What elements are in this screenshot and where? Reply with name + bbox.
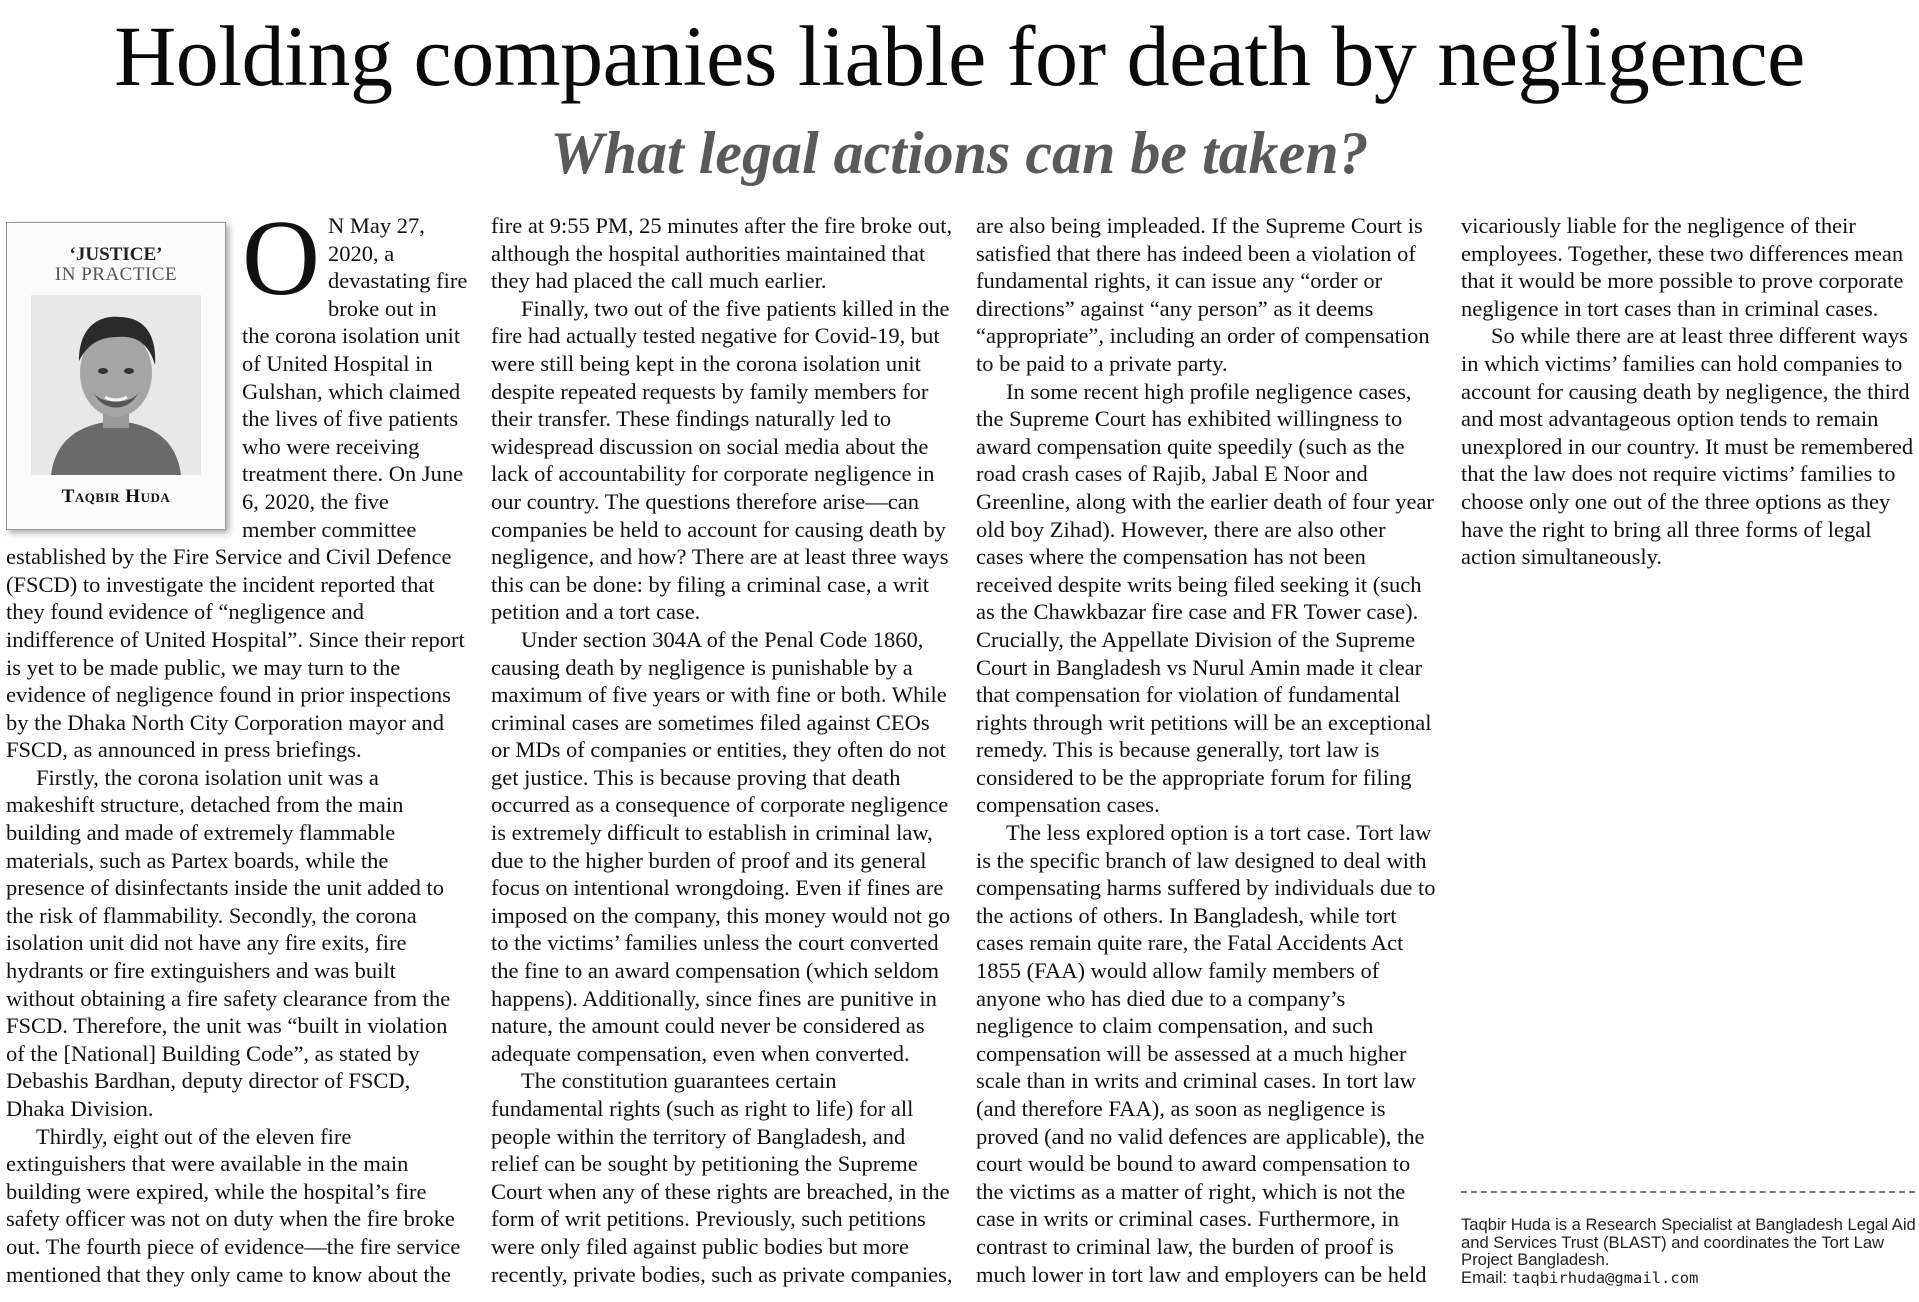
article-paragraph: Finally, two out of the five patients killed in the fire had actually tested negative for Covid-19, but were still being kept in the corona isolation unit despite repeated requests by family members for their transfer. These findings naturally led to widespread discussion on social media about the lack of accountability for corporate negligence in our country. The questions therefore arise—can companies be held to account for causing death by negligence, and how? There are at least three ways this can be done: by filing a criminal case, a writ petition and a tort case.: [491, 295, 950, 625]
dropcap: O: [242, 212, 320, 318]
email-label: Email:: [1461, 1267, 1512, 1287]
article-paragraph: fire at 9:55 PM, 25 minutes after the fire broke out, although the hospital authorities maintained that they had placed the call much earlier.: [491, 213, 953, 294]
article-paragraph: So while there are at least three different ways in which victims’ families can hold companies to account for causing death by negligence, the third and most advantageous option tends to remain unexplored in our country. It must be remembered that the law does not require victims’ families to choose only one out of the three options as they have the right to bring all three forms of legal action simultaneously.: [1461, 323, 1914, 570]
author-box: [6, 222, 226, 530]
article-column-4: [1461, 212, 1919, 1300]
article-column-1: [6, 212, 468, 1300]
author-bio: [1461, 1216, 1916, 1287]
article-paragraph: In some recent high profile negligence cases, the Supreme Court has exhibited willingness to award compensation quite speedily (such as the road crash cases of Rajib, Jabal E Noor and Greenline, along with the earlier death of four year old boy Zihad). However, there are also other cases where the compensation has not been received despite writs being filed seeking it (such as the Chawkbazar fire case and FR Tower case). Crucially, the Appellate Division of the Supreme Court in Bangladesh vs Nurul Amin made it clear that compensation for violation of fundamental rights through writ petitions will be an exceptional remedy. This is because generally, tort law is considered to be the appropriate forum for filing compensation cases.: [976, 378, 1434, 818]
article-paragraph: Thirdly, eight out of the eleven fire extinguishers that were available in the main building were expired, while the hospital’s fire safety officer was not on duty when the fire broke out. The fourth piece of evidence—the fire service mentioned that they only came to know about the: [6, 1123, 461, 1287]
article-paragraph: N May 27, 2020, a devastating fire broke out in the corona isolation unit of United Hospital in Gulshan, which claimed the lives of five patients who were receiving treatment there. On June 6, 2020, the five member committee established by the Fire Service and Civil Defence (FSCD) to investigate the incident reported that they found evidence of “negligence and indifference of United Hospital”. Since their report is yet to be made public, we may turn to the evidence of negligence found in prior inspections by the Dhaka North City Corporation mayor and FSCD, as announced in press briefings.: [6, 213, 468, 763]
headline: Holding companies liable for death by negligence: [114, 8, 1805, 104]
article-paragraph: Firstly, the corona isolation unit was a makeshift structure, detached from the main building and made of extremely flammable materials, such as Partex boards, while the presence of disinfectants inside the unit added to the risk of flammability. Secondly, the corona isolation unit did not have any fire exits, fire hydrants or fire extinguishers and was built without obtaining a fire safety clearance from the FSCD. Therefore, the unit was “built in violation of the [National] Building Code”, as stated by Debashis Bardhan, deputy director of FSCD, Dhaka Division.: [6, 764, 451, 1121]
article-paragraph: The less explored option is a tort case. Tort law is the specific branch of law designed to deal with compensating harms suffered by individuals due to the actions of others. In Bangladesh, while tort cases remain quite rare, the Fatal Accidents Act 1855 (FAA) would allow family members of anyone who has died due to a company’s negligence to claim compensation, and such compensation will be assessed at a much higher scale than in writs and criminal cases. In tort law (and therefore FAA), as soon as negligence is proved (and no valid defences are applicable), the court would be bound to award compensation to the victims as a matter of right, which is not the case in writs or criminal cases. Furthermore, in contrast to criminal law, the burden of proof is much lower in tort law and employers can be held: [976, 820, 1436, 1287]
article-column-2: [491, 212, 953, 1300]
article-paragraph: vicariously liable for the negligence of their employees. Together, these two differences mean that it would be more possible to prove corporate negligence in tort cases than in criminal cases.: [1461, 213, 1904, 321]
article-paragraph: Under section 304A of the Penal Code 1860, causing death by negligence is punishable by a maximum of five years or with fine or both. While criminal cases are sometimes filed against CEOs or MDs of companies or entities, they often do not get justice. This is because proving that death occurred as a consequence of corporate negligence is extremely difficult to establish in criminal law, due to the higher burden of proof and its general focus on intentional wrongdoing. Even if fines are imposed on the company, this money would not go to the victims’ families unless the court converted the fine to an award compensation (which seldom happens). Additionally, since fines are punitive in nature, the amount could never be considered as adequate compensation, even when converted.: [491, 626, 951, 1066]
author-bio-text: Taqbir Huda is a Research Specialist at Bangladesh Legal Aid and Services Trust (BLAST) and coordinates the Tort Law Project Bangladesh.: [1461, 1215, 1916, 1270]
author-name: Taqbir Huda: [61, 486, 171, 508]
bio-divider: [1461, 1191, 1915, 1193]
subheadline: What legal actions can be taken?: [550, 120, 1369, 186]
author-email: taqbirhuda@gmail.com: [1511, 1268, 1699, 1287]
article-paragraph: are also being impleaded. If the Supreme Court is satisfied that there has indeed been a violation of fundamental rights, it can issue any “order or directions” against “any person” as it deems “appropriate”, including an order of compensation to be paid to a private party.: [976, 213, 1430, 376]
column-label-bottom: IN PRACTICE: [54, 264, 178, 285]
column-label-top: ‘JUSTICE’: [69, 244, 163, 265]
article-column-3: [976, 212, 1438, 1300]
article-paragraph: The constitution guarantees certain fundamental rights (such as right to life) for all people within the territory of Bangladesh, and relief can be sought by petitioning the Supreme Court when any of these rights are breached, in the form of writ petitions. Previously, such petitions were only filed against public bodies but more recently, private bodies, such as private companies,: [491, 1068, 953, 1287]
author-photo: [31, 295, 201, 475]
